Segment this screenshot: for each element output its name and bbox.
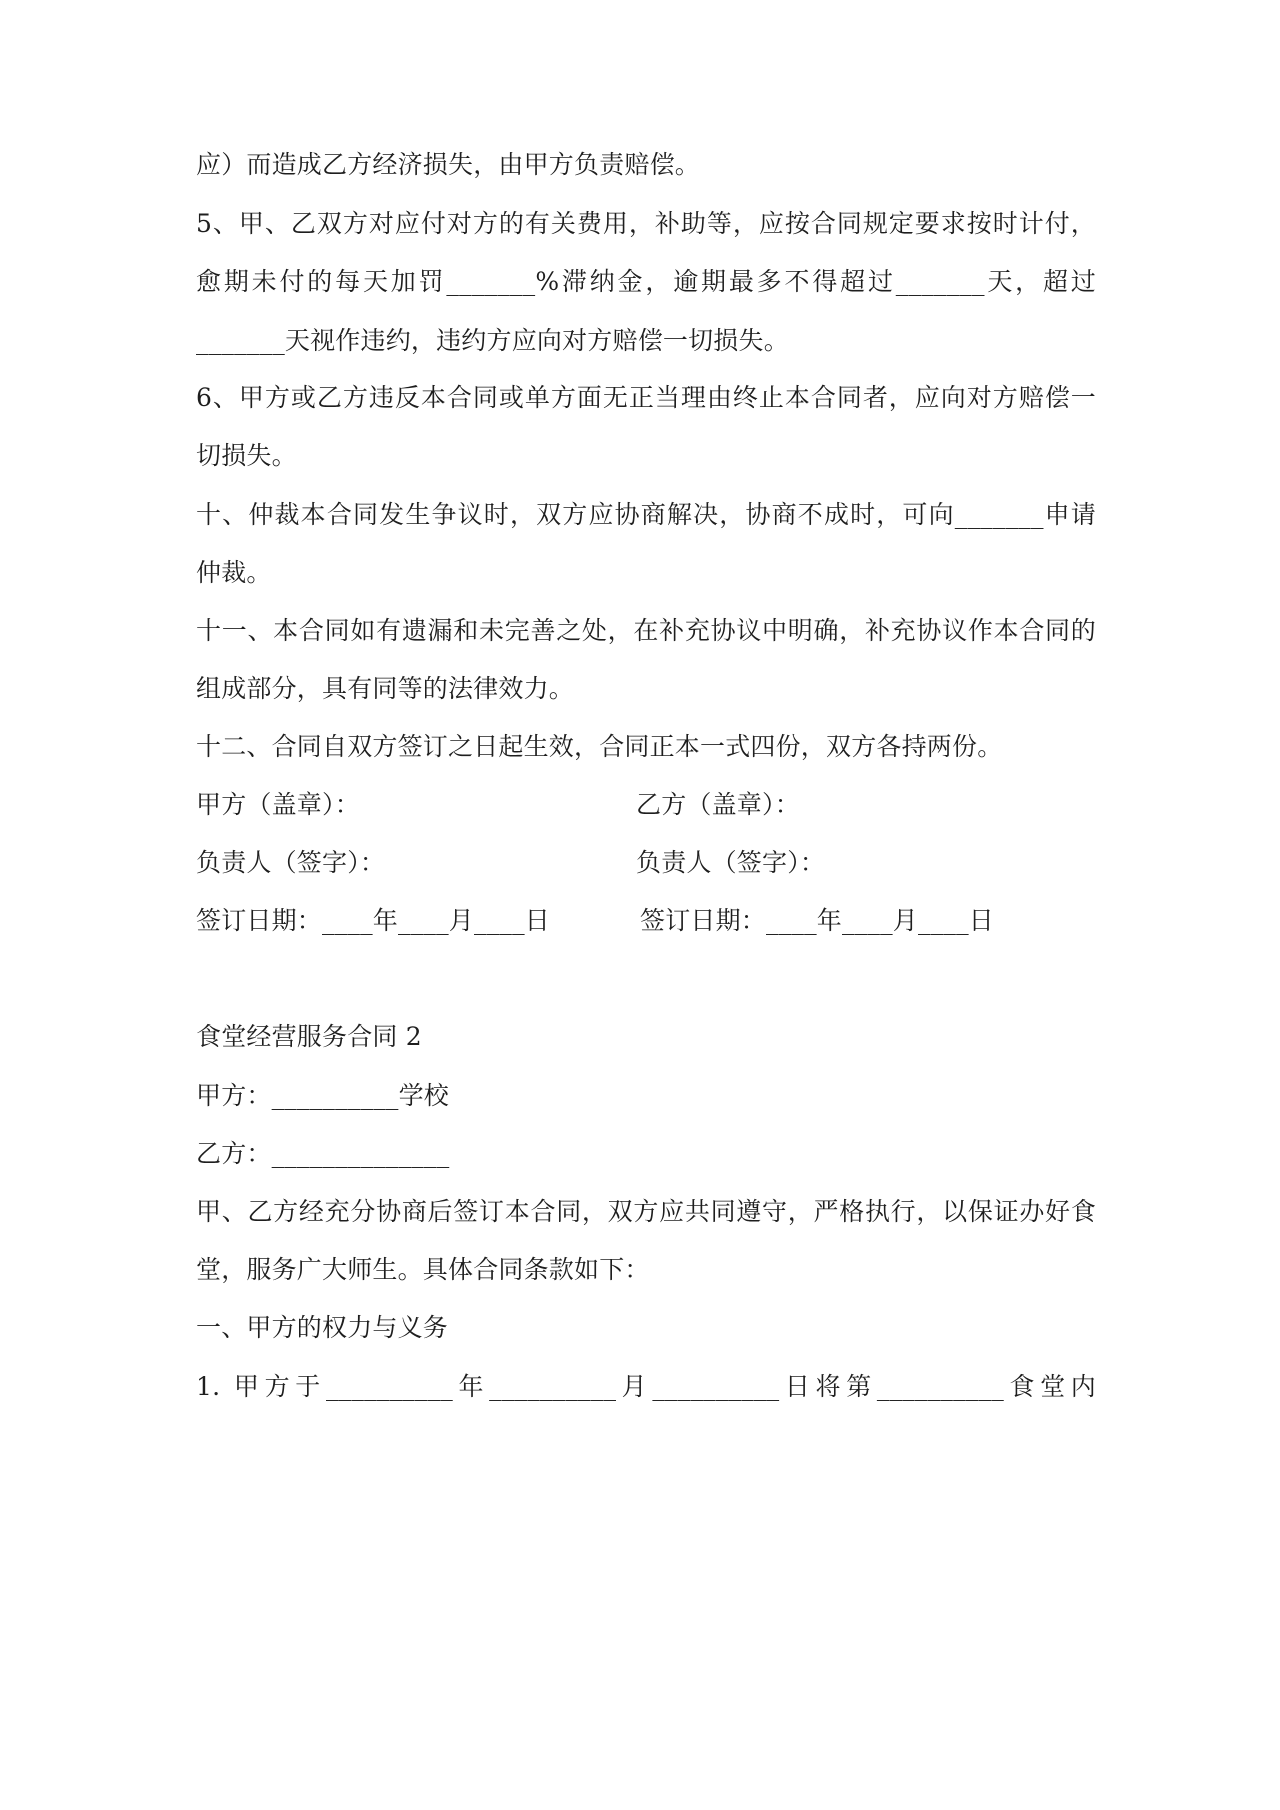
party-b-signer-label: 负责人（签字）： — [636, 848, 826, 877]
contract-2-party-b: 乙方：______________ — [196, 1139, 450, 1168]
supplement-line-2: 组成部分，具有同等的法律效力。 — [196, 674, 575, 703]
contract-2-title: 食堂经营服务合同 2 — [196, 1022, 422, 1051]
seal-row — [196, 789, 1096, 821]
effective-clause: 十二、合同自双方签订之日起生效，合同正本一式四份，双方各持两份。 — [196, 732, 1003, 761]
supplement-line-1: 十一、本合同如有遗漏和未完善之处，在补充协议中明确，补充协议作本合同的 — [196, 616, 1096, 645]
clause-5-line-2: 愈期未付的每天加罚_______%滞纳金，逾期最多不得超过_______天，超过 — [196, 267, 1096, 296]
clause-6-line-1: 6、甲方或乙方违反本合同或单方面无正当理由终止本合同者，应向对方赔偿一 — [196, 383, 1096, 412]
paragraph-line: 应）而造成乙方经济损失，由甲方负责赔偿。 — [196, 150, 701, 179]
party-b-date-label: 签订日期：____年____月____日 — [640, 906, 995, 935]
clause-5-line-1: 5、甲、乙双方对应付对方的有关费用，补助等，应按合同规定要求按时计付， — [196, 209, 1096, 238]
arbitration-line-1: 十、仲裁本合同发生争议时，双方应协商解决，协商不成时，可向_______申请 — [196, 500, 1096, 529]
party-a-date-label: 签订日期：____年____月____日 — [196, 906, 551, 935]
contract-2-section-1-heading: 一、甲方的权力与义务 — [196, 1313, 449, 1342]
clause-5-line-3: _______天视作违约，违约方应向对方赔偿一切损失。 — [196, 326, 789, 355]
document-page — [196, 0, 1096, 1810]
date-row — [196, 905, 1096, 937]
signer-row — [196, 847, 1096, 879]
party-a-seal-label: 甲方（盖章）： — [196, 790, 360, 819]
party-a-signer-label: 负责人（签字）： — [196, 848, 386, 877]
contract-2-clause-1: 1. 甲方于__________年__________月__________日将第__________食堂内 — [196, 1372, 1096, 1401]
arbitration-line-2: 仲裁。 — [196, 558, 272, 587]
party-b-seal-label: 乙方（盖章）： — [636, 790, 800, 819]
contract-2-intro-line-2: 堂，服务广大师生。具体合同条款如下： — [196, 1255, 650, 1284]
contract-2-party-a: 甲方：__________学校 — [196, 1081, 450, 1110]
contract-2-intro-line-1: 甲、乙方经充分协商后签订本合同，双方应共同遵守，严格执行，以保证办好食 — [196, 1197, 1096, 1226]
clause-6-line-2: 切损失。 — [196, 441, 297, 470]
